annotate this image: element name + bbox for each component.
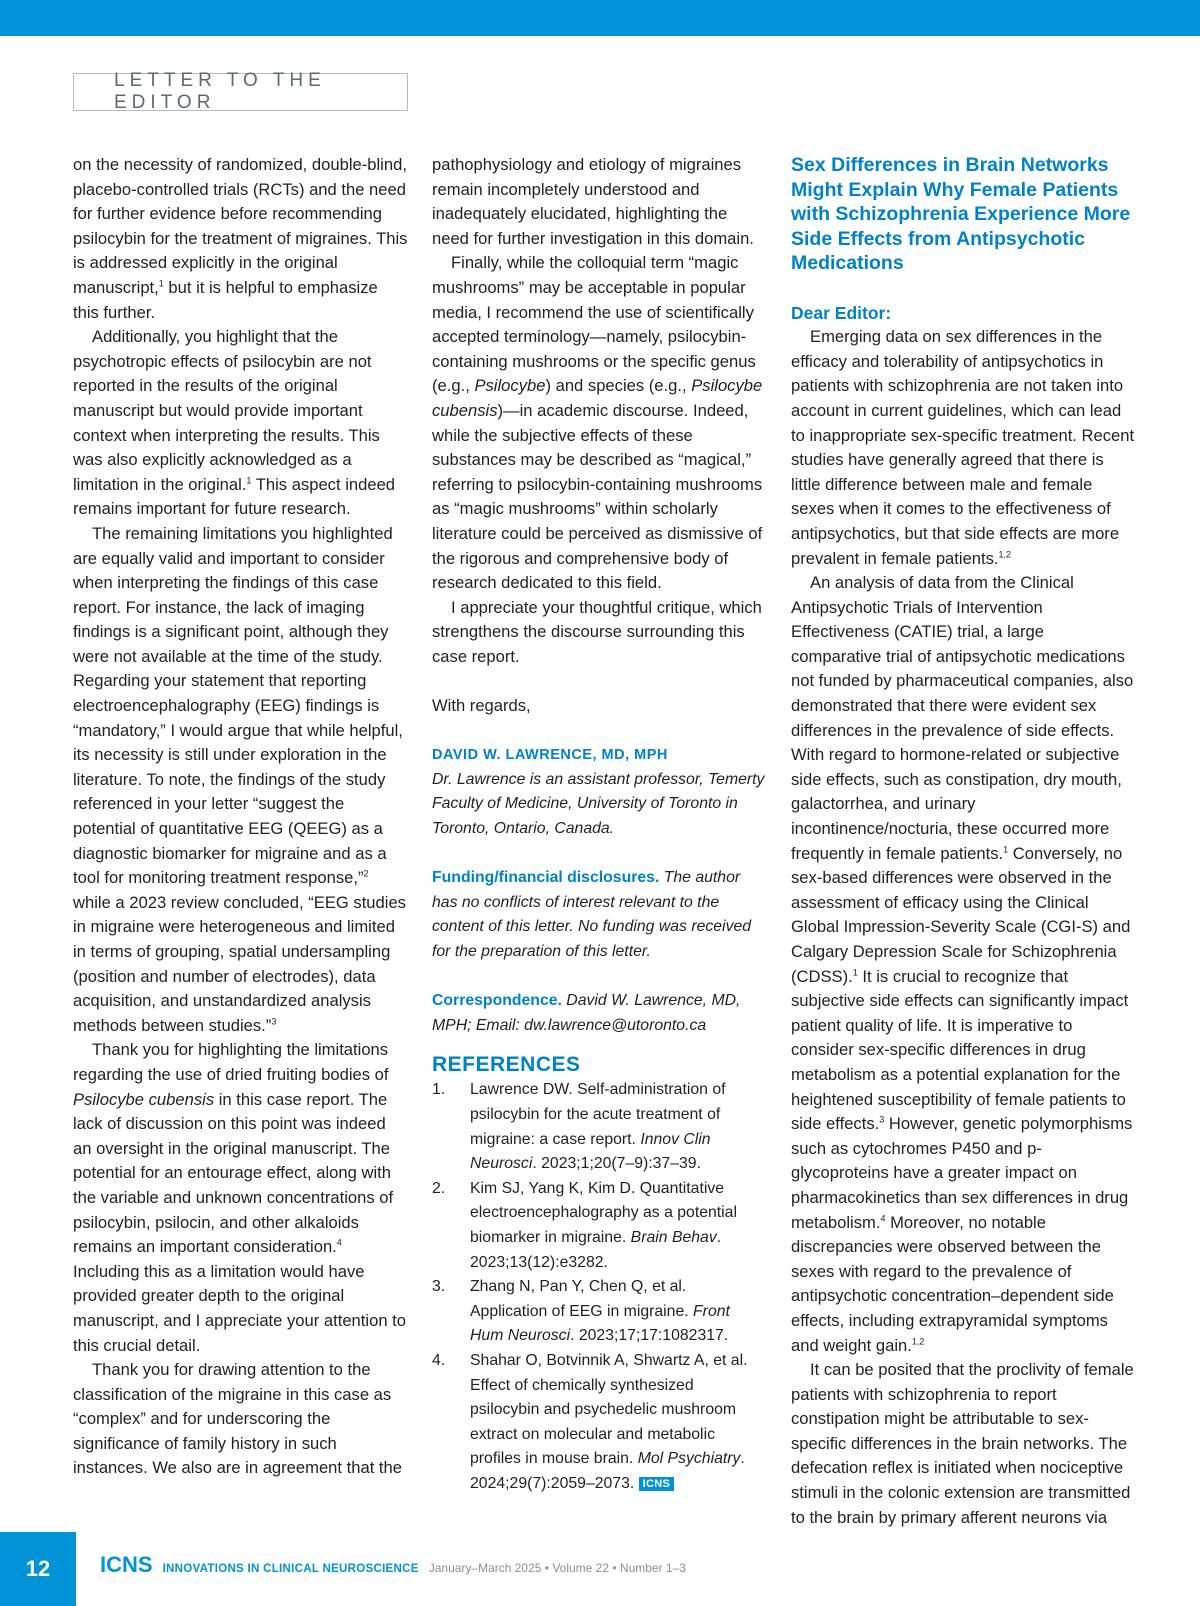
paragraph: An analysis of data from the Clinical Antipsychotic Trials of Intervention Effectiveness (CATIE) trial, a large comparative trial of antipsychotic medications not funded by pharmaceutical companies, also demonstrated that there were evident sex differences in the prevalence of side effects. With regard to hormone-related or subjective side effects, such as constipation, dry mouth, galactorrhea, and urinary incontinence/nocturia, these occurred more frequently in female patients.$^1$ Conversely, no sex-based differences were observed in the assessment of efficacy using the Clinical Global Impression-Severity Scale (CGI-S) and Calgary Depression Scale for Schizophrenia (CDSS).$^1$ It is crucial to recognize that subjective side effects can significantly impact patient quality of life. It is imperative to consider sex-specific differences in drug metabolism as a potential explanation for the heightened susceptibility of female patients to side effects.$^3$ However, genetic polymorphisms such as cytochromes P450 and p-glycoproteins have a greater impact on pharmacokinetics than sex differences in drug metabolism.$^4$ Moreover, no notable discrepancies were observed between the sexes with regard to the prevalence of antipsychotic concentration–dependent side effects, including extrapyramidal symptoms and weight gain.$^{1,2}$ bbox=[791, 573, 1134, 1355]
correspondence: Correspondence. David W. Lawrence, MD, MPH; Email: dw.lawrence@utoronto.ca bbox=[432, 992, 741, 1034]
reference-item: 3. Zhang N, Pan Y, Chen Q, et al. Application of EEG in migraine. Front Hum Neurosci. 2023;17;17:1082317. bbox=[432, 1278, 730, 1345]
journal-name: INNOVATIONS IN CLINICAL NEUROSCIENCE bbox=[162, 1563, 419, 1575]
reference-item: 2. Kim SJ, Yang K, Kim D. Quantitative electroencephalography as a potential biomarker in migraine. Brain Behav. 2023;13(12):e3282. bbox=[432, 1179, 737, 1271]
end-mark-badge: ICNS bbox=[639, 1477, 674, 1491]
top-color-bar bbox=[0, 0, 1200, 36]
reference-item: 1. Lawrence DW. Self-administration of psilocybin for the acute treatment of migraine: a case report. Innov Clin Neurosci. 2023;1;20(7–9):37–39. bbox=[432, 1081, 726, 1173]
section-label bbox=[73, 70, 408, 113]
author-name: DAVID W. LAWRENCE, MD, MPH bbox=[432, 747, 668, 764]
closing: With regards, bbox=[432, 696, 531, 716]
paragraph: on the necessity of randomized, double-blind, placebo-controlled trials (RCTs) and the need for further evidence before recommending psilocybin for the treatment of migraines. This is addressed explicitly in the original manuscript,$^1$ but it is helpful to emphasize this further. bbox=[73, 155, 408, 322]
author-bio: Dr. Lawrence is an assistant professor, Temerty Faculty of Medicine, University of Toronto in Toronto, Ontario, Canada. bbox=[432, 770, 765, 838]
column-1 bbox=[73, 153, 408, 1481]
page-number-box bbox=[0, 1532, 76, 1606]
column-2 bbox=[432, 153, 767, 1496]
journal-logo: ICNS bbox=[100, 1552, 153, 1577]
article-title: Sex Differences in Brain Networks Might Explain Why Female Patients with Schizophrenia Experience More Side Effects from Antipsychotic Medications bbox=[791, 154, 1131, 275]
footer bbox=[100, 1552, 686, 1578]
page-number: 12 bbox=[25, 1556, 51, 1581]
column-3 bbox=[791, 153, 1136, 1530]
paragraph: Finally, while the colloquial term “magic mushrooms” may be acceptable in popular media, I recommend the use of scientifically accepted terminology—namely, psilocybin-containing mushrooms or the specific genus (e.g., Psilocybe) and species (e.g., Psilocybe cubensis)—in academic discourse. Indeed, while the subjective effects of these substances may be described as “magical,” referring to psilocybin-containing mushrooms as “magic mushrooms” within scholarly literature could be perceived as dismissive of the rigorous and comprehensive body of research dedicated to this field. bbox=[432, 253, 763, 593]
correspondence-label: Correspondence. bbox=[432, 992, 562, 1010]
paragraph: Additionally, you highlight that the psychotropic effects of psilocybin are not reported in the results of the original manuscript but would provide important context when interpreting the results. This was also explicitly acknowledged as a limitation in the original.$^1$ This aspect indeed remains important for future research. bbox=[73, 327, 396, 519]
reference-item: 4. Shahar O, Botvinnik A, Shwartz A, et al. Effect of chemically synthesized psilocybin and psychedelic mushroom extract on molecular and metabolic profiles in mouse brain. Mol Psychiatry. 2024;29(7):2059–2073. ICNS bbox=[432, 1351, 748, 1492]
funding-disclosure: Funding/financial disclosures. The author has no conflicts of interest relevant to the content of this letter. No funding was received for the preparation of this letter. bbox=[432, 869, 752, 960]
paragraph: The remaining limitations you highlighted are equally valid and important to consider when interpreting the findings of this case report. For instance, the lack of imaging findings is a significant point, although they were not available at the time of the study. Regarding your statement that reporting electroencephalography (EEG) findings is “mandatory,” I would argue that while helpful, its necessity is still under exploration in the literature. To note, the findings of the study referenced in your letter “suggest the potential of quantitative EEG (QEEG) as a diagnostic biomarker for migraine and as a tool for monitoring treatment response,”$^2$ while a 2023 review concluded, “EEG studies in migraine were heterogeneous and limited in terms of grouping, spatial undersampling (position and number of electrodes), data acquisition, and unstandardized analysis methods between studies.”$^3$ bbox=[73, 523, 406, 1035]
paragraph: It can be posited that the proclivity of female patients with schizophrenia to report constipation might be attributable to sex-specific differences in the brain networks. The defecation reflex is initiated when nociceptive stimuli in the colonic extension are transmitted to the brain by primary afferent neurons via bbox=[791, 1360, 1134, 1527]
paragraph: Thank you for drawing attention to the classification of the migraine in this case as “complex” and for underscoring the significance of family history in such instances. We also are in agreement that the bbox=[73, 1360, 402, 1478]
salutation: Dear Editor: bbox=[791, 302, 892, 323]
references-heading: REFERENCES bbox=[432, 1053, 581, 1077]
section-label-text: LETTER TO THE EDITOR bbox=[114, 70, 326, 113]
paragraph: I appreciate your thoughtful critique, which strengthens the discourse surrounding this case report. bbox=[432, 597, 762, 666]
paragraph: pathophysiology and etiology of migraines remain incompletely understood and inadequately elucidated, highlighting the need for further investigation in this domain. bbox=[432, 155, 754, 248]
issue-info: January–March 2025 • Volume 22 • Number 1–3 bbox=[428, 1561, 686, 1575]
references-list bbox=[432, 1078, 767, 1496]
paragraph: Emerging data on sex differences in the efficacy and tolerability of antipsychotics in patients with schizophrenia are not taken into account in current guidelines, which can lead to inappropriate sex-specific treatment. Recent studies have generally agreed that there is little difference between male and female sexes when it comes to the effectiveness of antipsychotics, but that side effects are more prevalent in female patients.$^{1,2}$ bbox=[791, 327, 1135, 568]
paragraph: Thank you for highlighting the limitations regarding the use of dried fruiting bodies of Psilocybe cubensis in this case report. The lack of discussion on this point was indeed an oversight in the original manuscript. The potential for an entourage effect, along with the variable and unknown concentrations of psilocybin, psilocin, and other alkaloids remains an important consideration.$^4$ Including this as a limitation would have provided greater depth to the original manuscript, and I appreciate your attention to this crucial detail. bbox=[73, 1040, 406, 1355]
funding-label: Funding/financial disclosures. bbox=[432, 869, 660, 887]
